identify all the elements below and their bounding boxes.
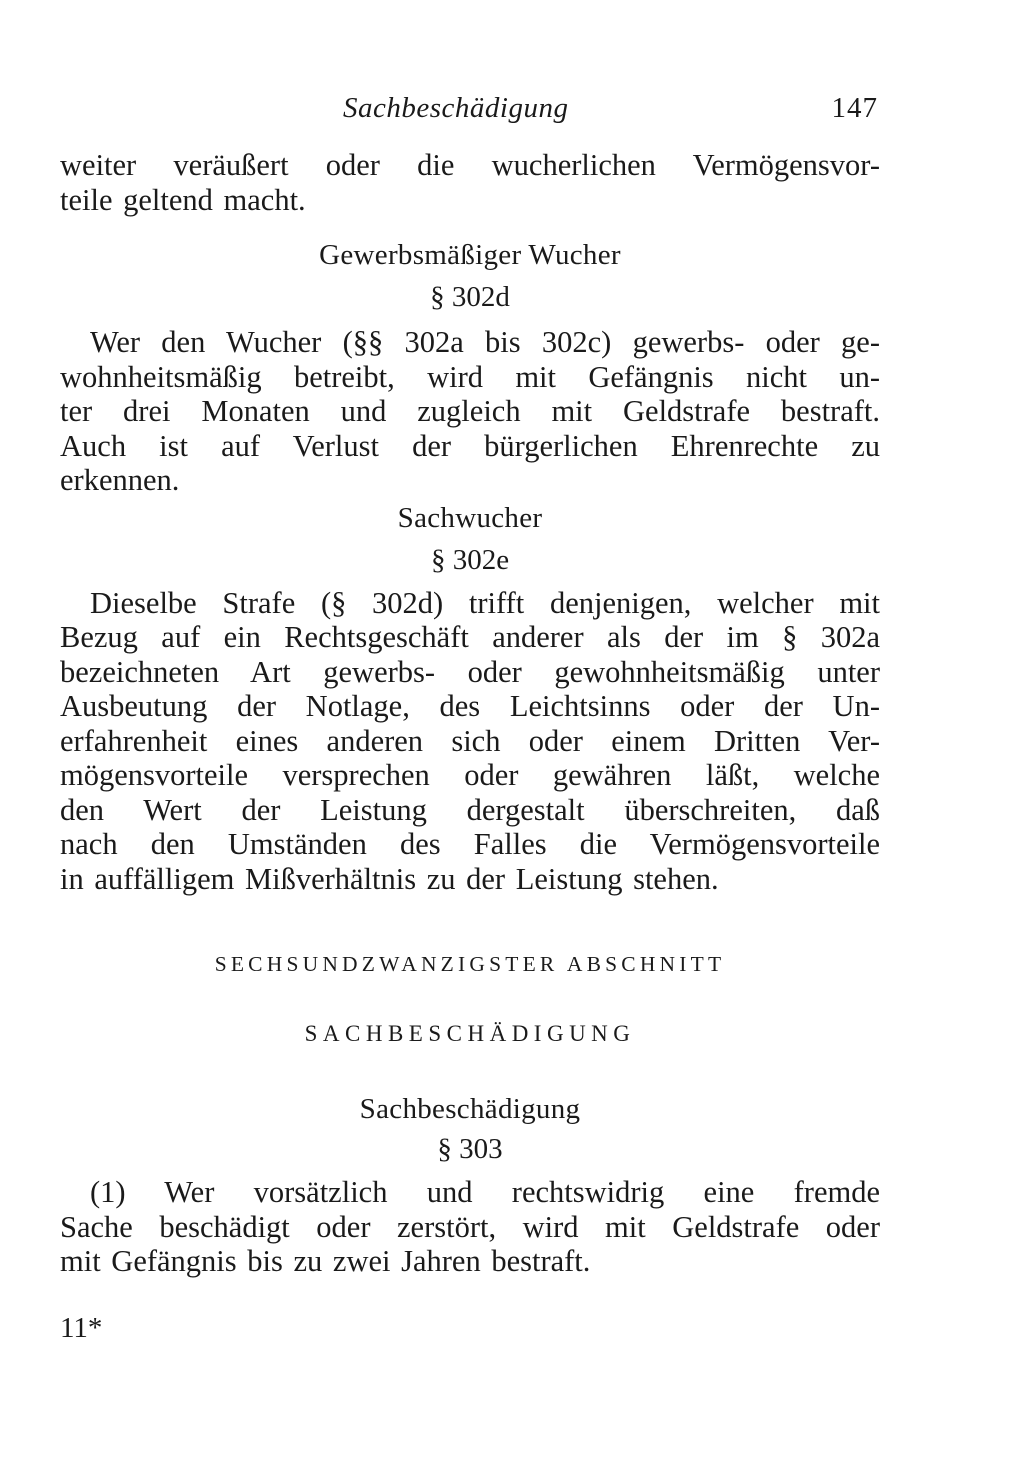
text-line: den Wert der Leistung dergestalt überschreiten, daß — [60, 792, 880, 827]
text-line: nach den Umständen des Falles die Vermögensvorteile — [60, 827, 880, 861]
book-page — [60, 88, 880, 1279]
text-line: Sache beschädigt oder zerstört, wird mit Geldstrafe oder — [60, 1209, 880, 1244]
section-title-302d: Gewerbsmäßiger Wucher — [319, 239, 621, 271]
text-line: teile geltend macht. — [60, 182, 306, 217]
page-number: 147 — [831, 92, 878, 124]
text-line: ter drei Monaten und zugleich mit Geldstrafe bestraft. — [60, 394, 880, 428]
section-title-302e: Sachwucher — [397, 501, 543, 534]
section-number-303: § 303 — [437, 1133, 503, 1165]
running-title: Sachbeschädigung — [343, 92, 569, 124]
section-number-302d: § 302d — [430, 281, 510, 313]
text-line: mit Gefängnis bis zu zwei Jahren bestraft. — [60, 1244, 591, 1278]
text-line: Auch ist auf Verlust der bürgerlichen Ehrenrechte zu — [60, 428, 880, 463]
chapter-label: SECHSUNDZWANZIGSTER ABSCHNITT — [214, 952, 726, 976]
text-line: (1) Wer vorsätzlich und rechtswidrig eine fremde — [90, 1175, 880, 1209]
section-text-303 — [60, 1175, 880, 1279]
signature-mark: 11* — [60, 1312, 103, 1344]
chapter-title: SACHBESCHÄDIGUNG — [304, 1021, 636, 1046]
section-text-302e — [60, 586, 880, 897]
text-line: wohnheitsmäßig betreibt, wird mit Gefängnis nicht un- — [60, 359, 880, 394]
text-line: erkennen. — [60, 463, 180, 497]
text-line: in auffälligem Mißverhältnis zu der Leistung stehen. — [60, 861, 719, 896]
text-line: Ausbeutung der Notlage, des Leichtsinns oder der Un- — [60, 689, 880, 723]
text-line: weiter veräußert oder die wucherlichen Vermögensvor- — [60, 148, 880, 182]
text-line: mögensvorteile versprechen oder gewähren läßt, welche — [60, 758, 880, 792]
text-line: Dieselbe Strafe (§ 302d) trifft denjenigen, welcher mit — [90, 585, 880, 620]
section-title-303: Sachbeschädigung — [359, 1093, 581, 1125]
text-line: Wer den Wucher (§§ 302a bis 302c) gewerbs- oder ge- — [90, 325, 880, 359]
text-line: Bezug auf ein Rechtsgeschäft anderer als der im § 302a — [60, 620, 880, 654]
running-head — [60, 88, 880, 134]
continuation-paragraph — [60, 148, 880, 217]
text-line: erfahrenheit eines anderen sich oder einem Dritten Ver- — [60, 723, 880, 758]
text-line: bezeichneten Art gewerbs- oder gewohnheitsmäßig unter — [60, 654, 880, 689]
section-text-302d — [60, 325, 880, 498]
section-number-302e: § 302e — [430, 543, 510, 576]
